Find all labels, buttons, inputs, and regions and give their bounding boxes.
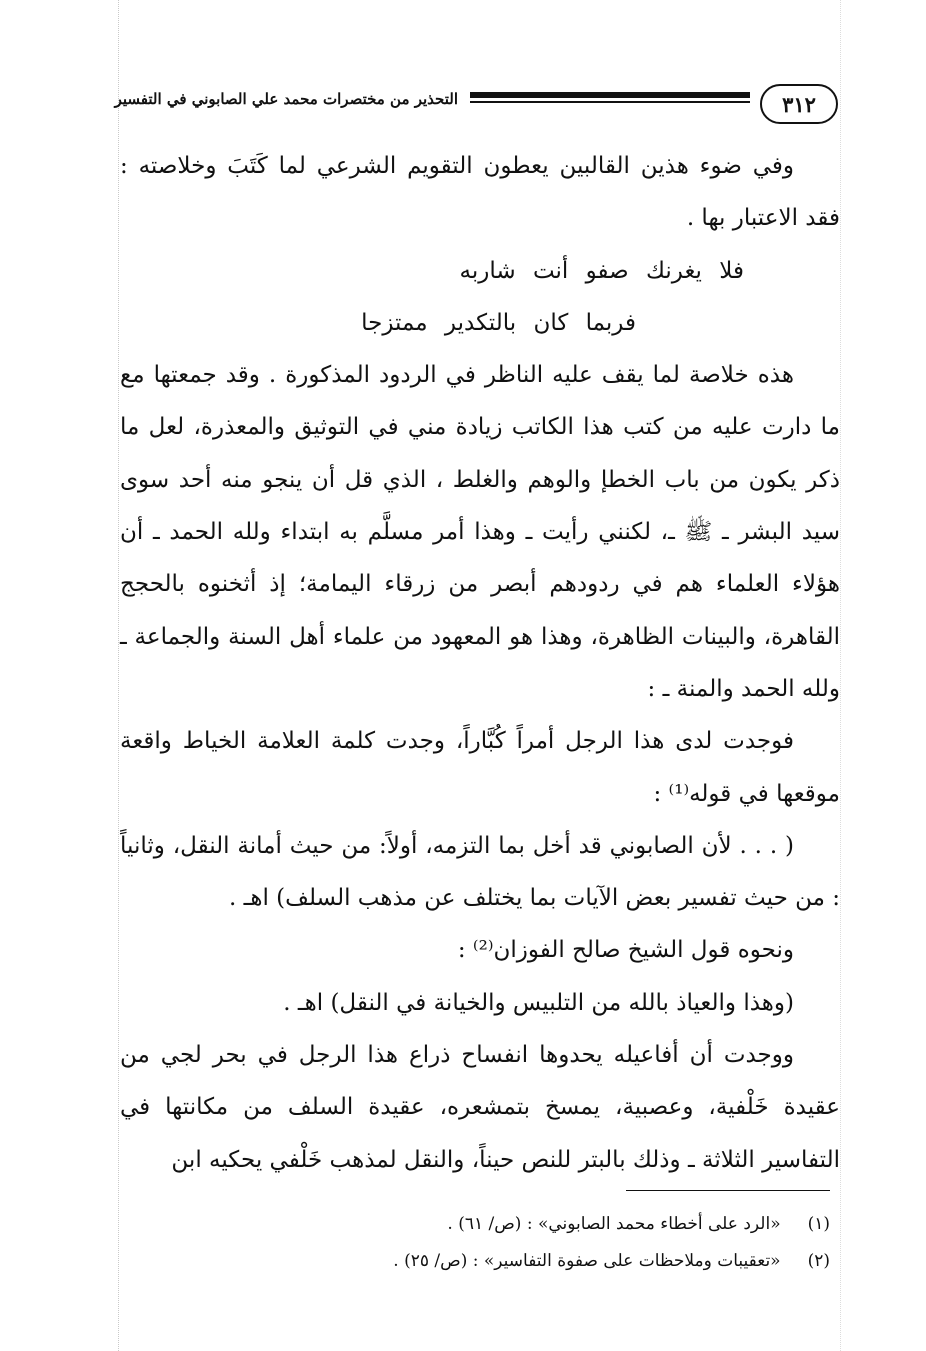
footnote-separator: [626, 1190, 830, 1191]
scan-margin-line: [840, 0, 841, 1351]
footnote-number: (١): [807, 1214, 830, 1234]
header-rule: [470, 92, 750, 103]
paragraph: هذه خلاصة لما يقف عليه الناظر في الردود المذكورة . وقد جمعتها مع ما دارت عليه من كتب هذا الكاتب زيادة مني في التوثيق والمعذرة، لعل ما ذكر يكون من باب الخطإ والوهم والغلط ، الذي قل أن ينجو منه أحد سوى سيد البشر ـ ﷺ ـ، لكنني رأيت ـ وهذا أمر مسلَّم به ابتداء ولله الحمد ـ أن هؤلاء العلماء هم في ردودهم أبصر من زرقاء اليمامة؛ إذ أثخنوه بالحجج القاهرة، والبينات الظاهرة، وهذا هو المعهود من علماء أهل السنة والجماعة ـ ولله الحمد والمنة ـ :: [120, 362, 840, 702]
footnotes: [210, 1206, 830, 1280]
quote-paragraph: (وهذا والعياذ بالله من التلبيس والخيانة في النقل) اهـ .: [283, 989, 794, 1016]
paragraph: وفي ضوء هذين القالبين يعطون التقويم الشرعي لما كَتَبَ وخلاصته : فقد الاعتبار بها .: [120, 153, 840, 232]
scan-margin-line: [118, 0, 119, 1351]
body-text: [120, 140, 840, 1186]
quote-paragraph: ( . . . لأن الصابوني قد أخل بما التزمه، أولاً: من حيث أمانة النقل، وثانياً : من حيث تفسير بعض الآيات بما يختلف عن مذهب السلف) اهـ .: [120, 832, 840, 912]
page-number: ٣١٢: [760, 84, 838, 124]
footnote-text: «الرد على أخطاء محمد الصابوني» : (ص/ ٦١) .: [447, 1214, 781, 1234]
footnote-text: «تعقيبات وملاحظات على صفوة التفاسير» : (ص/ ٢٥) .: [393, 1251, 781, 1271]
paragraph: ووجدت أن أفاعيله يحدوها انفساح ذراع هذا الرجل في بحر لجي من عقيدة خَلْفية، وعصبية، يمسخ بتمشعره، عقيدة السلف من مكانتها في التفاسير الثلاثة ـ وذلك بالبتر للنص حيناً، والنقل لمذهب خَلْفي يحكيه ابن: [120, 1042, 840, 1173]
footnote: [210, 1206, 830, 1243]
page-header: [114, 82, 838, 126]
footnote: [210, 1243, 830, 1280]
running-title: التحذير من مختصرات محمد علي الصابوني في التفسير: [114, 90, 458, 108]
verse-line: فلا يغرنك صفو أنت شاربه: [459, 257, 744, 284]
paragraph: ونحوه قول الشيخ صالح الفوزان⁽²⁾ :: [457, 937, 794, 964]
verse-line: فربما كان بالتكدير ممتزجا: [361, 309, 636, 336]
paragraph: فوجدت لدى هذا الرجل أمراً كُبَّاراً، وجدت كلمة العلامة الخياط واقعة موقعها في قوله⁽¹⁾ :: [120, 728, 840, 807]
footnote-number: (٢): [807, 1251, 830, 1271]
